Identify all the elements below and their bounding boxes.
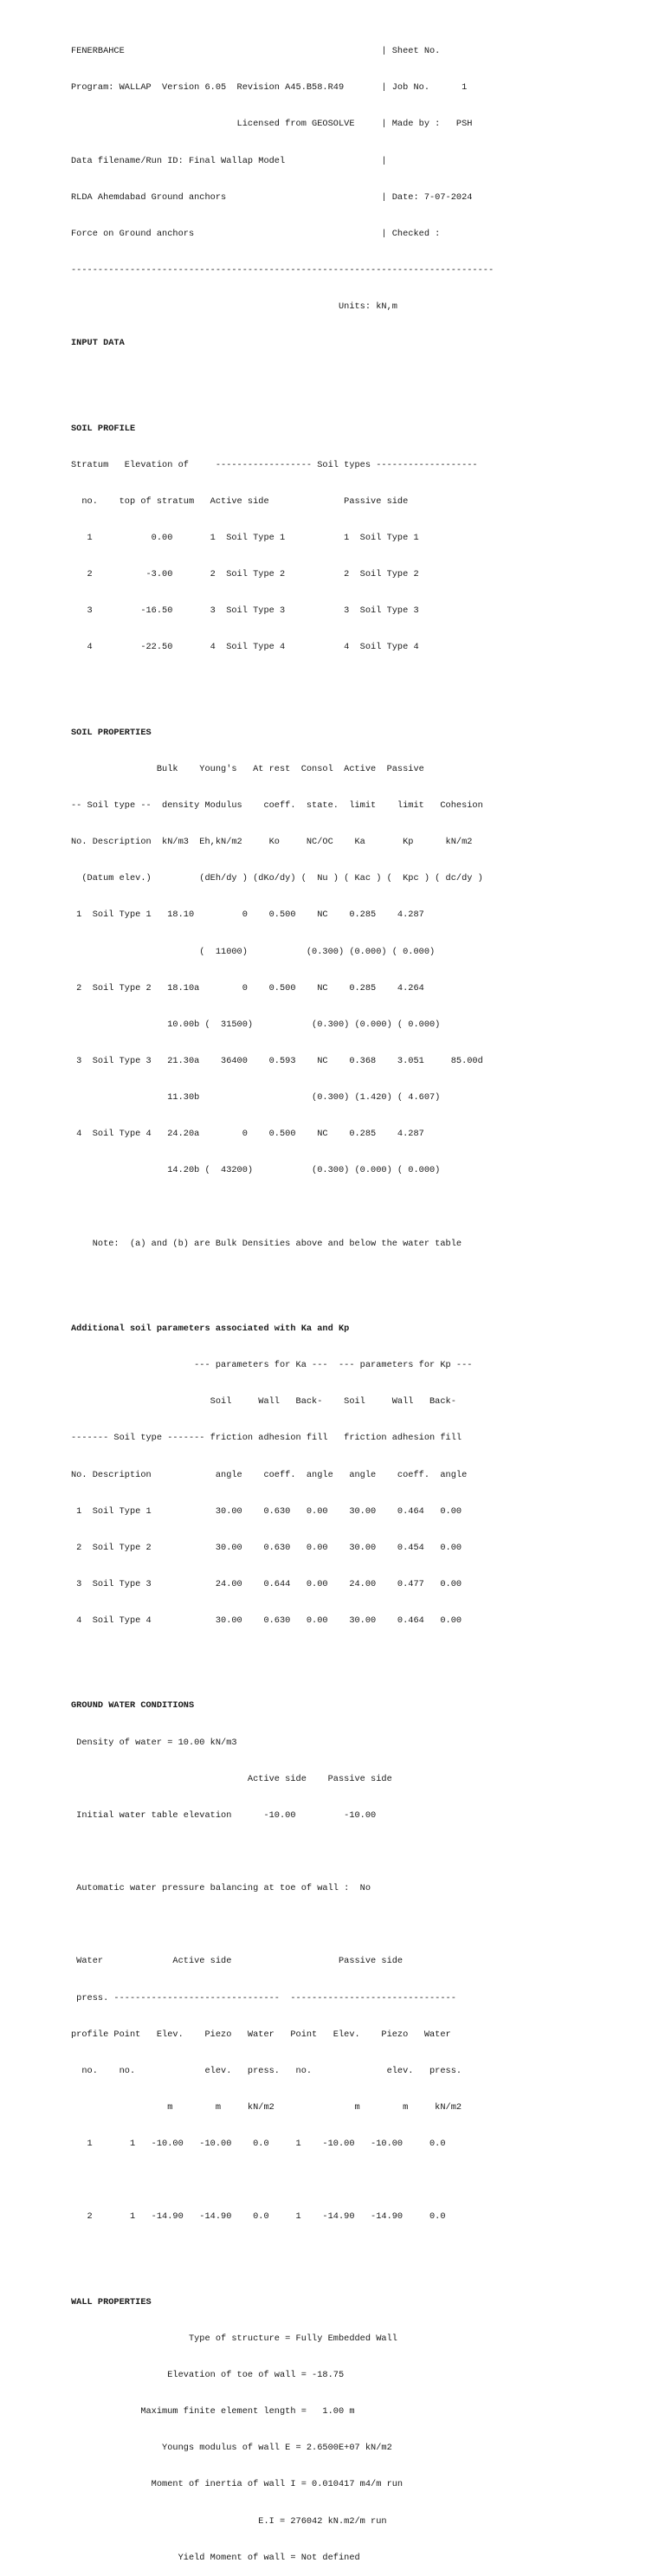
header-line: Force on Ground anchors | Checked :: [71, 228, 441, 239]
soil-properties-row: 11.30b (0.300) (1.420) ( 4.607): [71, 1092, 441, 1104]
additional-params-line: No. Description angle coeff. angle angle coeff. angle: [71, 1469, 468, 1480]
soil-properties-row: 3 Soil Type 3 21.30a 36400 0.593 NC 0.368 3.051 85.00d: [71, 1055, 483, 1066]
soil-properties-heading: SOIL PROPERTIES: [71, 727, 152, 738]
additional-params-line: ------- Soil type ------- friction adhesion fill friction adhesion fill: [71, 1433, 462, 1444]
ground-water-line: press. ------------------------------- -------------------------------: [71, 1992, 456, 2003]
blank-line: [71, 1274, 494, 1286]
soil-profile-row: 4 -22.50 4 Soil Type 4 4 Soil Type 4: [71, 642, 419, 653]
header-line: Data filename/Run ID: Final Wallap Model |: [71, 155, 387, 166]
ground-water-row: 1 1 -10.00 -10.00 0.0 1 -10.00 -10.00 0.0: [71, 2139, 446, 2150]
ground-water-line: Density of water = 10.00 kN/m3: [71, 1737, 237, 1748]
blank-line: [71, 1919, 494, 1931]
soil-properties-row: 14.20b ( 43200) (0.300) (0.000) ( 0.000): [71, 1165, 441, 1176]
soil-properties-row: 4 Soil Type 4 24.20a 0 0.500 NC 0.285 4.287: [71, 1129, 424, 1140]
soil-properties-row: ( 11000) (0.300) (0.000) ( 0.000): [71, 946, 436, 957]
ground-water-line: Automatic water pressure balancing at toe of wall : No: [71, 1883, 371, 1894]
blank-line: [71, 1846, 494, 1858]
additional-params-row: 4 Soil Type 4 30.00 0.630 0.00 30.00 0.464 0.00: [71, 1615, 462, 1627]
soil-profile-row: 2 -3.00 2 Soil Type 2 2 Soil Type 2: [71, 569, 419, 580]
soil-properties-row: 1 Soil Type 1 18.10 0 0.500 NC 0.285 4.287: [71, 909, 424, 921]
ground-water-line: m m kN/m2 m m kN/m2: [71, 2102, 462, 2113]
wall-properties-line: Maximum finite element length = 1.00 m: [71, 2406, 355, 2417]
wallap-input-report: [71, 21, 494, 2576]
soil-properties-row: 10.00b ( 31500) (0.300) (0.000) ( 0.000): [71, 1019, 441, 1030]
header-divider: -------------------------------------------------------------------------------: [71, 264, 494, 275]
ground-water-line: profile Point Elev. Piezo Water Point Elev. Piezo Water: [71, 2029, 451, 2040]
soil-profile-line: Stratum Elevation of ------------------ Soil types -------------------: [71, 459, 478, 470]
soil-properties-row: 2 Soil Type 2 18.10a 0 0.500 NC 0.285 4.264: [71, 982, 424, 994]
wall-properties-line: Moment of inertia of wall I = 0.010417 m4/m run: [71, 2479, 404, 2490]
soil-profile-row: 3 -16.50 3 Soil Type 3 3 Soil Type 3: [71, 605, 419, 617]
ground-water-line: Active side Passive side: [71, 1773, 392, 1784]
soil-profile-heading: SOIL PROFILE: [71, 423, 136, 434]
input-data-heading: INPUT DATA: [71, 338, 125, 349]
ground-water-line: Water Active side Passive side: [71, 1956, 404, 1967]
wall-properties-line: Elevation of toe of wall = -18.75: [71, 2370, 345, 2381]
additional-params-row: 3 Soil Type 3 24.00 0.644 0.00 24.00 0.477 0.00: [71, 1579, 462, 1589]
additional-params-heading: Additional soil parameters associated with Ka and Kp: [71, 1324, 350, 1335]
blank-line: [71, 1201, 494, 1214]
wall-properties-heading: WALL PROPERTIES: [71, 2296, 152, 2307]
soil-profile-row: 1 0.00 1 Soil Type 1 1 Soil Type 1: [71, 532, 419, 543]
wall-properties-line: Youngs modulus of wall E = 2.6500E+07 kN/m2: [71, 2443, 392, 2454]
ground-water-line: no. no. elev. press. no. elev. press.: [71, 2065, 462, 2076]
blank-line: [71, 373, 494, 385]
additional-params-row: 2 Soil Type 2 30.00 0.630 0.00 30.00 0.454 0.00: [71, 1542, 462, 1553]
additional-params-line: --- parameters for Ka --- --- parameters for Kp ---: [71, 1360, 473, 1371]
header-line: Program: WALLAP Version 6.05 Revision A45.B58.R49 | Job No. 1: [71, 82, 468, 94]
units-line: Units: kN,m: [71, 301, 397, 313]
soil-profile-line: no. top of stratum Active side Passive side: [71, 495, 409, 507]
wall-properties-line: Yield Moment of wall = Not defined: [71, 2552, 360, 2563]
soil-properties-line: No. Description kN/m3 Eh,kN/m2 Ko NC/OC Ka Kp kN/m2: [71, 837, 473, 848]
additional-params-line: Soil Wall Back- Soil Wall Back-: [71, 1396, 456, 1408]
wall-properties-line: E.I = 276042 kN.m2/m run: [71, 2515, 387, 2527]
ground-water-row: 2 1 -14.90 -14.90 0.0 1 -14.90 -14.90 0.0: [71, 2211, 446, 2223]
soil-properties-line: -- Soil type -- density Modulus coeff. state. limit limit Cohesion: [71, 800, 483, 811]
blank-line: [71, 2248, 494, 2260]
blank-line: [71, 678, 494, 690]
additional-params-row: 1 Soil Type 1 30.00 0.630 0.00 30.00 0.464 0.00: [71, 1505, 462, 1517]
ground-water-heading: GROUND WATER CONDITIONS: [71, 1700, 195, 1712]
header-line: Licensed from GEOSOLVE | Made by : PSH: [71, 119, 473, 130]
blank-line: [71, 1651, 494, 1663]
soil-properties-line: Bulk Young's At rest Consol Active Passive: [71, 763, 424, 774]
blank-line: [71, 2174, 494, 2186]
wall-properties-line: Type of structure = Fully Embedded Wall: [71, 2333, 397, 2344]
ground-water-line: Initial water table elevation -10.00 -10.00: [71, 1809, 377, 1821]
soil-properties-note: Note: (a) and (b) are Bulk Densities above and below the water table: [71, 1238, 462, 1249]
header-line: RLDA Ahemdabad Ground anchors | Date: 7-07-2024: [71, 191, 473, 203]
soil-properties-line: (Datum elev.) (dEh/dy ) (dKo/dy) ( Nu ) ( Kac ) ( Kpc ) ( dc/dy ): [71, 873, 483, 884]
header-line: FENERBAHCE | Sheet No.: [71, 46, 441, 57]
